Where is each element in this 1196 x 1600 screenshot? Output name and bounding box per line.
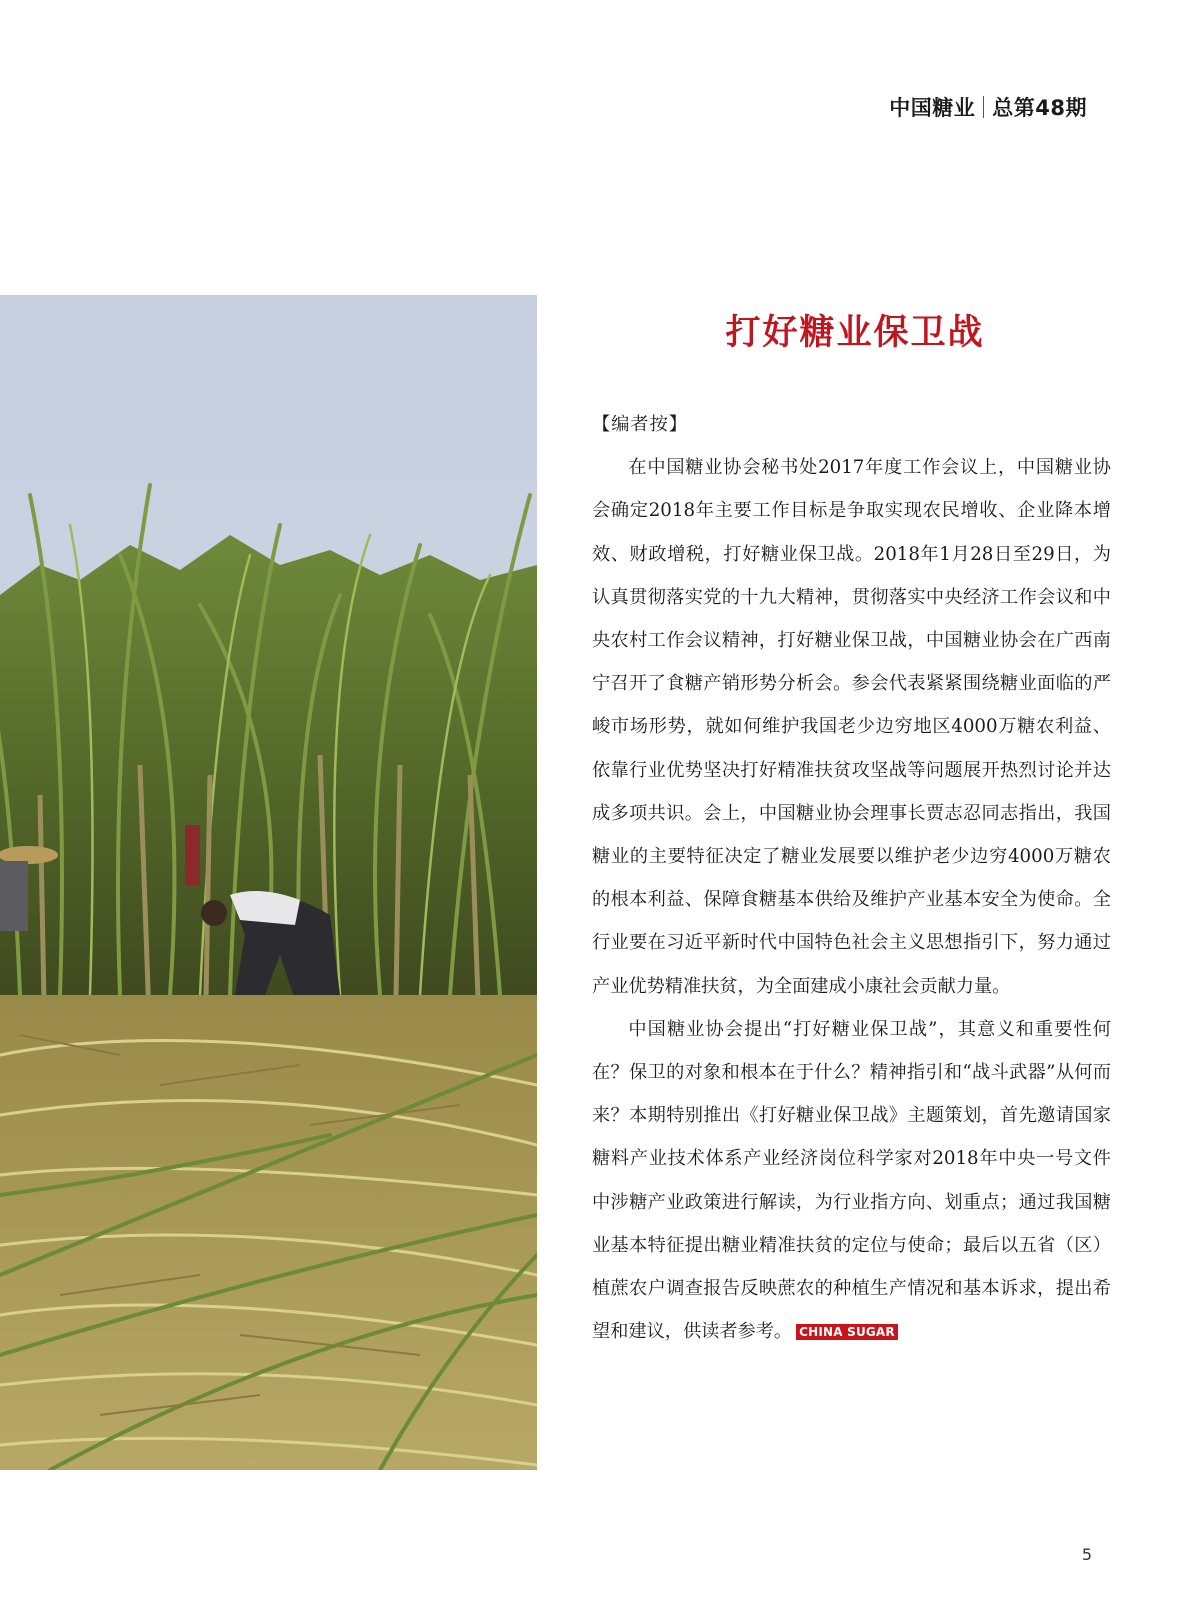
photo-illustration [0,295,537,1470]
article-body [592,403,1111,1353]
paragraph-1: 在中国糖业协会秘书处2017年度工作会议上，中国糖业协会确定2018年主要工作目标是争取实现农民增收、企业降本增效、财政增税，打好糖业保卫战。2018年1月28日至29日，为认真贯彻落实党的十九大精神，贯彻落实中央经济工作会议和中央农村工作会议精神，打好糖业保卫战，中国糖业协会在广西南宁召开了食糖产销形势分析会。参会代表紧紧围绕糖业面临的严峻市场形势，就如何维护我国老少边穷地区4000万糖农利益、依靠行业优势坚决打好精准扶贫攻坚战等问题展开热烈讨论并达成多项共识。会上，中国糖业协会理事长贾志忍同志指出，我国糖业的主要特征决定了糖业发展要以维护老少边穷4000万糖农的根本利益、保障食糖基本供给及维护产业基本安全为使命。全行业要在习近平新时代中国特色社会主义思想指引下，努力通过产业优势精准扶贫，为全面建成小康社会贡献力量。 [592,457,1111,997]
magazine-name: 中国糖业 [889,96,976,120]
sugarcane-field-photo [0,295,537,1470]
issue-number: 总第48期 [992,96,1087,120]
article-title: 打好糖业保卫战 [725,312,985,353]
paragraph-2-text: 中国糖业协会提出“打好糖业保卫战”，其意义和重要性何在？保卫的对象和根本在于什么？精神指引和“战斗武器”从何而来？本期特别推出《打好糖业保卫战》主题策划，首先邀请国家糖料产业技术体系产业经济岗位科学家对2018年中央一号文件中涉糖产业政策进行解读，为行业指方向、划重点；通过我国糖业基本特征提出糖业精准扶贫的定位与使命；最后以五省（区）植蔗农户调查报告反映蔗农的种植生产情况和基本诉求，提出希望和建议，供读者参考。 [592,1018,1111,1343]
running-header [889,92,1087,122]
china-sugar-end-mark: CHINA SUGAR [796,1324,898,1340]
page-number: 5 [1081,1545,1092,1564]
paragraph-2 [592,1008,1111,1354]
editor-note-label: 【编者按】 [592,414,688,435]
header-divider [983,96,984,118]
